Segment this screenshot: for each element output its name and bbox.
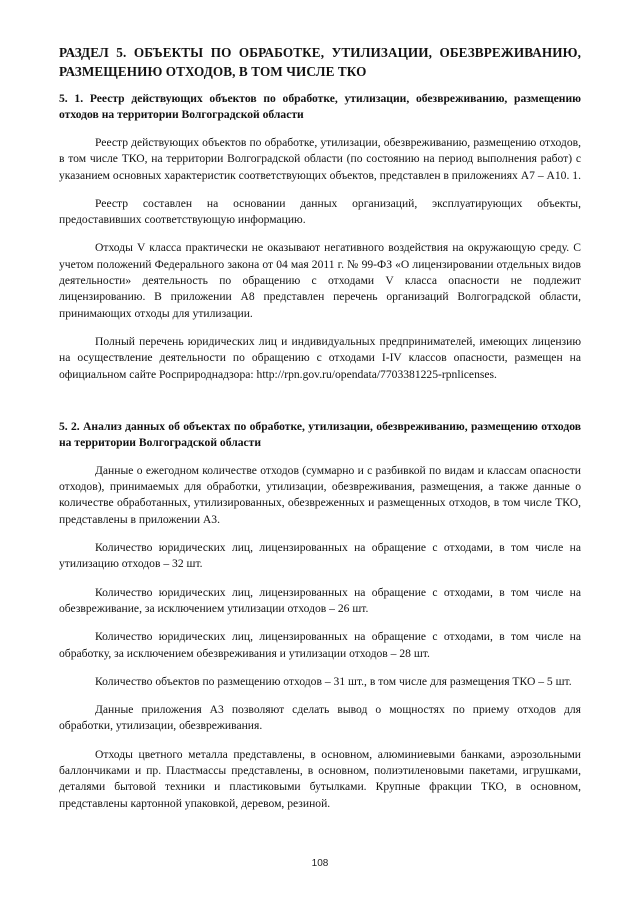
section-title: РАЗДЕЛ 5. ОБЪЕКТЫ ПО ОБРАБОТКЕ, УТИЛИЗАЦИИ, ОБЕЗВРЕЖИВАНИЮ, РАЗМЕЩЕНИЮ ОТХОДОВ, В ТОМ ЧИСЛЕ ТКО xyxy=(59,45,581,79)
paragraph-class-v-waste: Отходы V класса практически не оказывают негативного воздействия на окружающую среду. С учетом положений Федерального закона от 04 мая 2011 г. № 99-ФЗ «О лицензировании отдельных видов деятельности» деятельность по обращению с отходами V класса опасности не подлежит лицензированию. В приложении А8 представлен перечень организаций Волгоградской области, принимающих отходы для утилизации. xyxy=(59,241,581,320)
section-gap xyxy=(59,395,581,419)
paragraph-registry: Реестр действующих объектов по обработке, утилизации, обезвреживанию, размещению отходов, в том числе ТКО, на территории Волгоградской области (по состоянию на период выполнения работ) с указанием основных характеристик соответствующих объектов, представлен в приложениях А7 – А10. 1. xyxy=(59,136,581,182)
subsection-2-title: 5. 2. Анализ данных об объектах по обработке, утилизации, обезвреживанию, размещению отходов на территории Волгоградской области xyxy=(59,419,581,449)
paragraph-registry-source: Реестр составлен на основании данных организаций, эксплуатирующих объекты, предоставивших соответствующую информацию. xyxy=(59,196,581,227)
page-number: 108 xyxy=(311,858,329,869)
paragraph-waste-composition: Отходы цветного металла представлены, в основном, алюминиевыми банками, аэрозольными баллончиками и пр. Пластмассы представлены, в основном, полиэтиленовыми пакетами, игрушками, деталями бытовой техники и пластиковыми бутылками. Крупные фракции ТКО, в основном, представлены картонной упаковкой, деревом, резиной. xyxy=(59,747,581,810)
paragraph-processing-count: Количество юридических лиц, лицензированных на обращение с отходами, в том числе на обработку, за исключением обезвреживания и утилизации отходов – 28 шт. xyxy=(59,630,581,660)
paragraph-annual-waste-data: Данные о ежегодном количестве отходов (суммарно и с разбивкой по видам и классам опасности отходов), принимаемых для обработки, утилизации, обезвреживания, размещения, а также данные о количестве обработанных, утилизированных, обезвреженных и размещенных отходов, в том числе ТКО, представлены в приложении А3. xyxy=(59,463,581,526)
page-content xyxy=(59,43,581,824)
paragraph-utilization-count: Количество юридических лиц, лицензированных на обращение с отходами, в том числе на утилизацию отходов – 32 шт. xyxy=(59,541,581,571)
paragraph-license-list: Полный перечень юридических лиц и индивидуальных предпринимателей, имеющих лицензию на осуществление деятельности по обращению с отходами I-IV классов опасности, размещен на официальном сайте Росприроднадзора: http://rpn.gov.ru/opendata/7703381225-rpnlicenses. xyxy=(59,334,581,381)
subsection-1-title: 5. 1. Реестр действующих объектов по обработке, утилизации, обезвреживанию, размещению отходов на территории Волгоградской области xyxy=(59,92,581,121)
paragraph-disposal-objects-count: Количество объектов по размещению отходов – 31 шт., в том числе для размещения ТКО – 5 шт. xyxy=(95,674,572,688)
paragraph-neutralization-count: Количество юридических лиц, лицензированных на обращение с отходами, в том числе на обезвреживание, за исключением утилизации отходов – 26 шт. xyxy=(59,585,581,615)
paragraph-capacity-conclusion: Данные приложения А3 позволяют сделать вывод о мощностях по приему отходов для обработки, утилизации, обезвреживания. xyxy=(59,703,581,733)
